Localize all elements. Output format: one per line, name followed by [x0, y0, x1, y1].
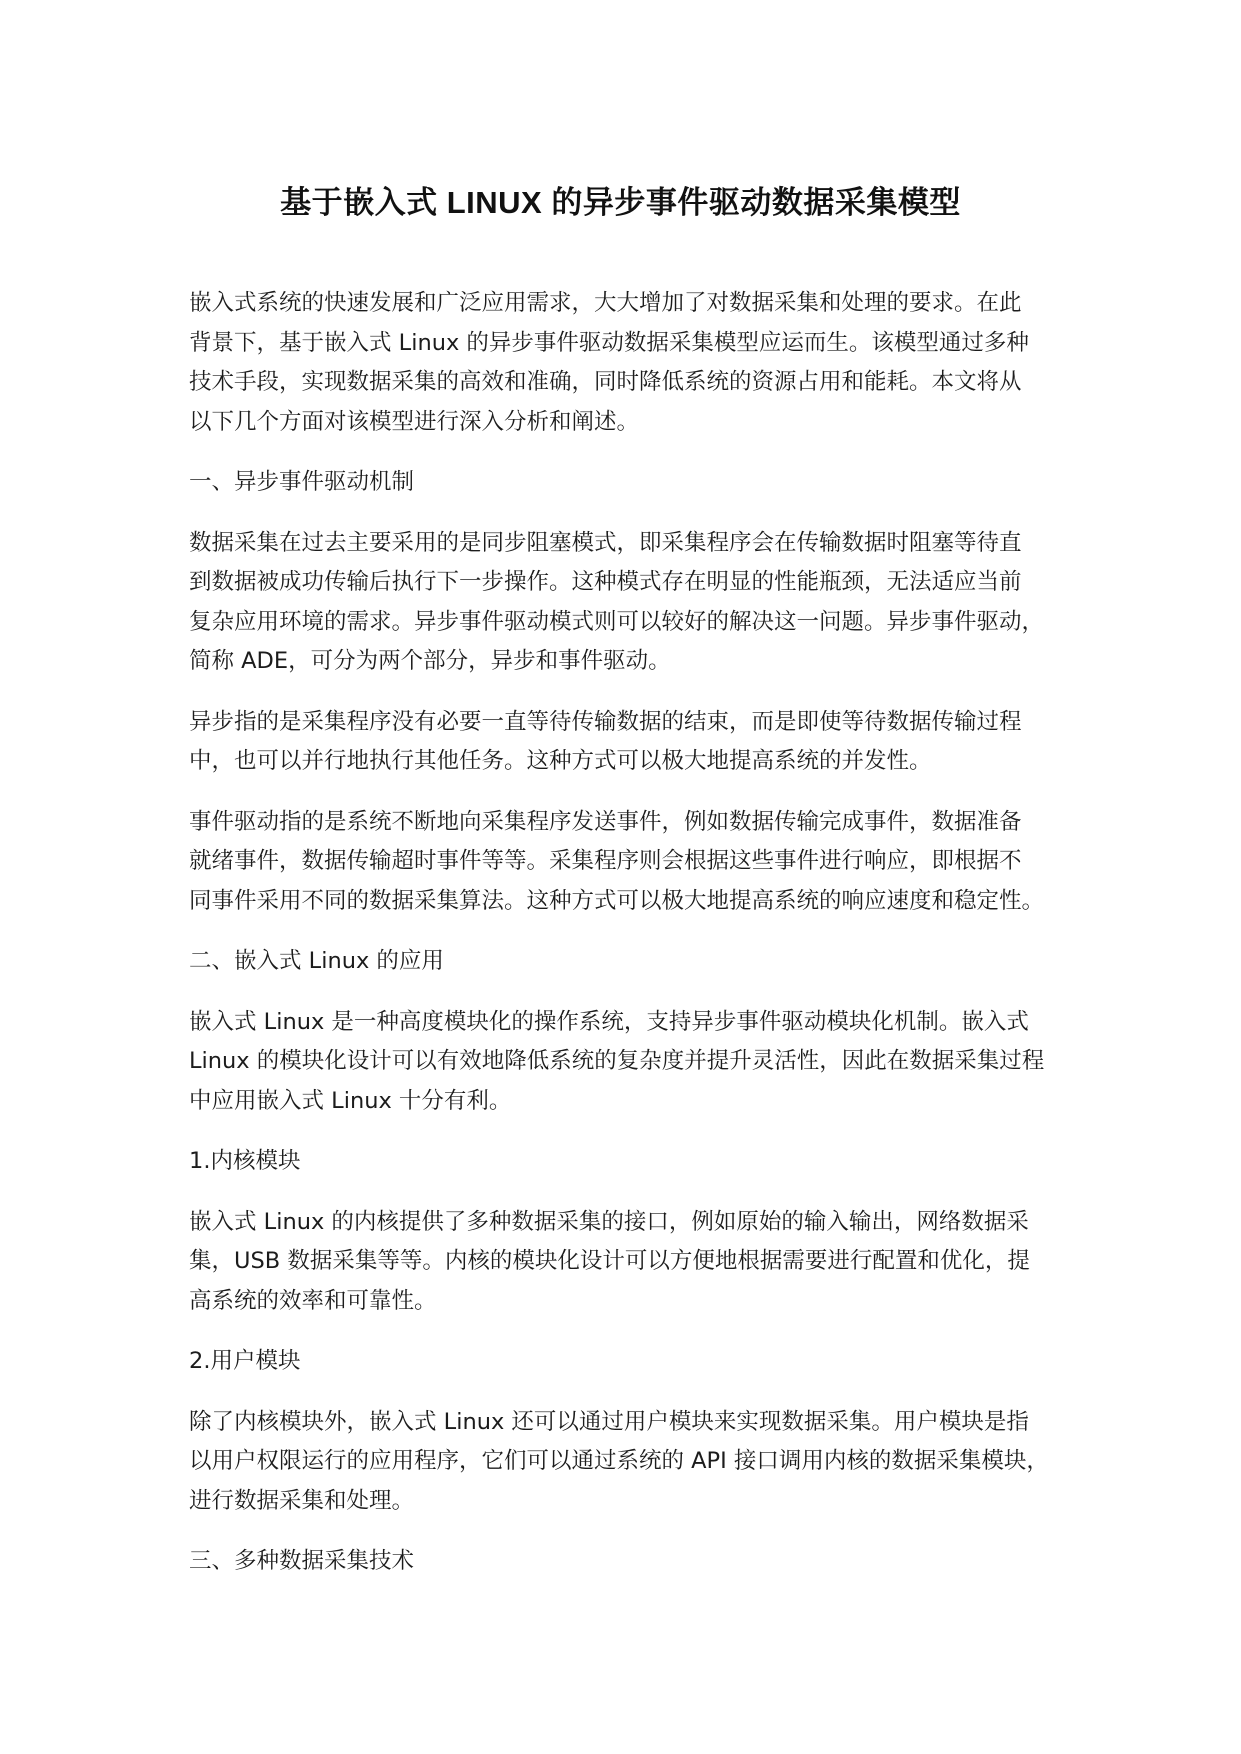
- section-heading-3: 三、多种数据采集技术: [189, 1548, 415, 1574]
- text-line: 中，也可以并行地执行其他任务。这种方式可以极大地提高系统的并发性。: [189, 748, 932, 774]
- document-body: [189, 284, 1079, 1603]
- text-line: 技术手段，实现数据采集的高效和准确，同时降低系统的资源占用和能耗。本文将从: [189, 369, 1022, 395]
- paragraph: [189, 1203, 1079, 1322]
- text-line: 嵌入式 Linux 是一种高度模块化的操作系统，支持异步事件驱动模块化机制。嵌入式: [189, 1008, 1029, 1035]
- text-line: 进行数据采集和处理。: [189, 1487, 415, 1514]
- document-title: 基于嵌入式 LINUX 的异步事件驱动数据采集模型: [280, 185, 961, 220]
- paragraph: [189, 1403, 1079, 1522]
- intro-paragraph: [189, 284, 1079, 442]
- text-line: 以下几个方面对该模型进行深入分析和阐述。: [189, 408, 640, 435]
- text-line: 背景下，基于嵌入式 Linux 的异步事件驱动数据采集模型应运而生。该模型通过多种: [189, 329, 1029, 356]
- text-line: 以用户权限运行的应用程序，它们可以通过系统的 API 接口调用内核的数据采集模块，: [189, 1448, 1049, 1474]
- paragraph: [189, 803, 1079, 922]
- text-line: 除了内核模块外，嵌入式 Linux 还可以通过用户模块来实现数据采集。用户模块是指: [189, 1408, 1029, 1435]
- text-line: 高系统的效率和可靠性。: [189, 1287, 437, 1314]
- subsection-heading-user: 2.用户模块: [189, 1348, 301, 1374]
- text-line: 事件驱动指的是系统不断地向采集程序发送事件，例如数据传输完成事件，数据准备: [189, 808, 1022, 835]
- text-line: 到数据被成功传输后执行下一步操作。这种模式存在明显的性能瓶颈，无法适应当前: [189, 569, 1022, 595]
- text-line: 异步指的是采集程序没有必要一直等待传输数据的结束，而是即使等待数据传输过程: [189, 708, 1022, 735]
- section-heading-2: 二、嵌入式 Linux 的应用: [189, 948, 444, 974]
- text-line: 同事件采用不同的数据采集算法。这种方式可以极大地提高系统的响应速度和稳定性。: [189, 887, 1045, 914]
- text-line: 复杂应用环境的需求。异步事件驱动模式则可以较好的解决这一问题。异步事件驱动，: [189, 608, 1045, 635]
- text-line: 集，USB 数据采集等等。内核的模块化设计可以方便地根据需要进行配置和优化，提: [189, 1248, 1030, 1274]
- text-line: Linux 的模块化设计可以有效地降低系统的复杂度并提升灵活性，因此在数据采集过程: [189, 1048, 1045, 1074]
- text-line: 嵌入式 Linux 的内核提供了多种数据采集的接口，例如原始的输入输出，网络数据采: [189, 1208, 1029, 1235]
- paragraph: [189, 524, 1079, 682]
- text-line: 数据采集在过去主要采用的是同步阻塞模式，即采集程序会在传输数据时阻塞等待直: [189, 529, 1022, 556]
- paragraph: [189, 1003, 1079, 1122]
- section-heading-1: 一、异步事件驱动机制: [189, 469, 415, 495]
- text-line: 嵌入式系统的快速发展和广泛应用需求，大大增加了对数据采集和处理的要求。在此: [189, 290, 1022, 316]
- text-line: 中应用嵌入式 Linux 十分有利。: [189, 1087, 512, 1114]
- text-line: 就绪事件，数据传输超时事件等等。采集程序则会根据这些事件进行响应，即根据不: [189, 848, 1022, 874]
- paragraph: [189, 703, 1079, 782]
- text-line: 简称 ADE，可分为两个部分，异步和事件驱动。: [189, 648, 671, 674]
- subsection-heading-kernel: 1.内核模块: [189, 1148, 301, 1174]
